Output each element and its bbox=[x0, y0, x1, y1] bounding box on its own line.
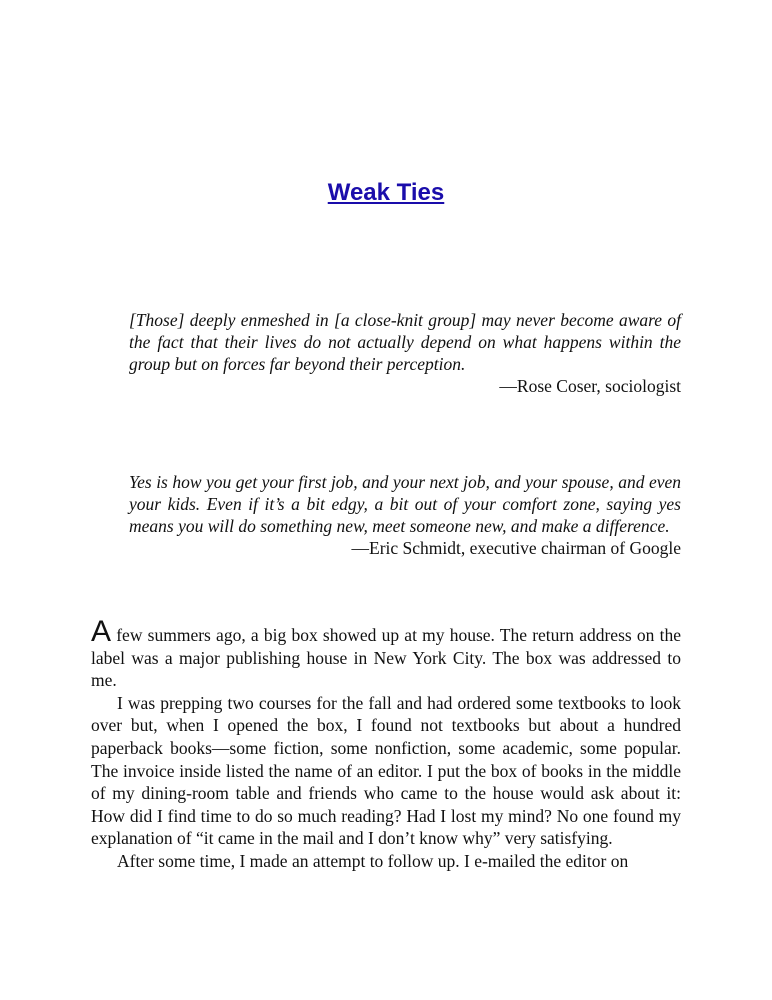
drop-cap: A bbox=[91, 615, 112, 648]
epigraph-attribution: —Rose Coser, sociologist bbox=[499, 376, 681, 396]
chapter-body bbox=[91, 615, 681, 873]
chapter-title bbox=[0, 178, 772, 208]
paragraph-text: few summers ago, a big box showed up at my house. The return address on the label was a major publishing house in New York City. The box was addressed to me. bbox=[91, 625, 681, 691]
epigraph bbox=[129, 471, 681, 559]
epigraph-quote: Yes is how you get your first job, and your next job, and your spouse, and even your kids. Even if it’s a bit edgy, a bit out of your comfort zone, saying yes means you will do something new, meet someone new, and make a difference. bbox=[129, 472, 681, 536]
body-paragraph bbox=[91, 615, 681, 692]
chapter-title-link[interactable]: Weak Ties bbox=[327, 179, 445, 206]
epigraph bbox=[129, 309, 681, 397]
body-paragraph: I was prepping two courses for the fall and had ordered some textbooks to look over but, when I opened the box, I found not textbooks but about a hundred paperback books—some fiction, some nonfiction, some academic, some popular. The invoice inside listed the name of an editor. I put the box of books in the middle of my dining-room table and friends who came to the house would ask about it: How did I find time to do so much reading? Had I lost my mind? No one found my explanation of “it came in the mail and I don’t know why” very satisfying. bbox=[91, 692, 681, 849]
epigraph-attribution: —Eric Schmidt, executive chairman of Google bbox=[351, 538, 681, 558]
epigraph-quote: [Those] deeply enmeshed in [a close-knit group] may never become aware of the fact that their lives do not actually depend on what happens within the group but on forces far beyond their perception. bbox=[129, 310, 681, 374]
body-paragraph: After some time, I made an attempt to follow up. I e-mailed the editor on bbox=[117, 850, 629, 871]
